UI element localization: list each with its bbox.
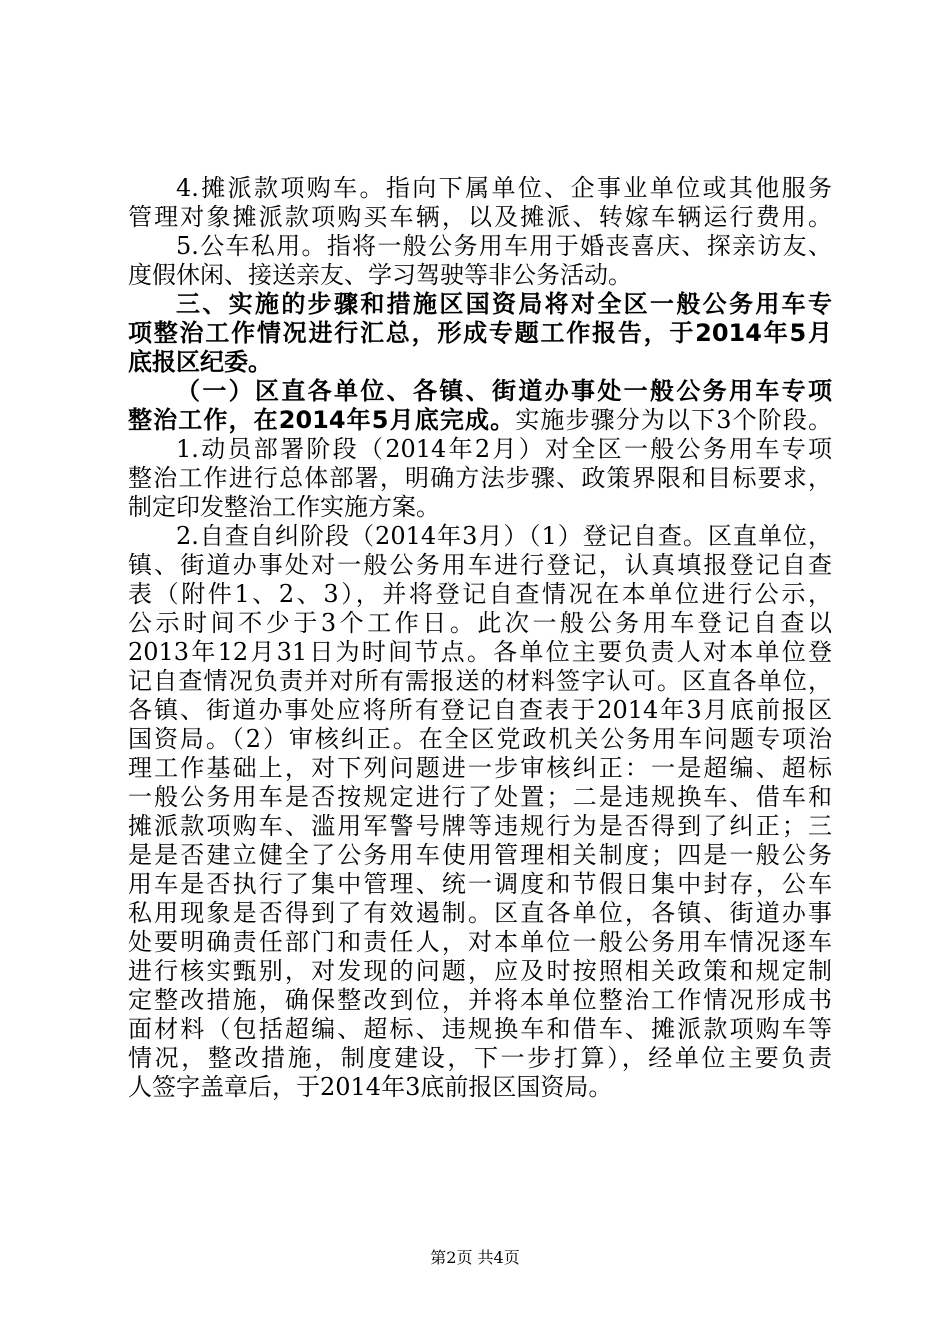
- document-body: [128, 174, 832, 1102]
- text-line: 国资局。（2）审核纠正。在全区党政机关公务用车问题专项治: [128, 725, 832, 753]
- text-line: 2.自查自纠阶段（2014年3月）（1）登记自查。区直单位，: [176, 522, 832, 550]
- text-line: 面材料（包括超编、超标、违规换车和借车、摊派款项购车等: [128, 1015, 832, 1043]
- text-line: 2013年12月31日为时间节点。各单位主要负责人对本单位登: [128, 638, 832, 666]
- text-line: 理工作基础上，对下列问题进一步审核纠正：一是超编、超标: [128, 754, 832, 782]
- text-line: 一般公务用车是否按规定进行了处置；二是违规换车、借车和: [128, 783, 832, 811]
- page-footer: 第2页 共4页: [430, 1248, 520, 1267]
- text-line: 度假休闲、接送亲友、学习驾驶等非公务活动。: [128, 261, 632, 289]
- text-line: 摊派款项购车、滥用军警号牌等违规行为是否得到了纠正；三: [128, 812, 832, 840]
- text-line: 底报区纪委。: [128, 348, 272, 376]
- text-line: 记自查情况负责并对所有需报送的材料签字认可。区直各单位，: [128, 667, 832, 695]
- text-line: 各镇、街道办事处应将所有登记自查表于2014年3月底前报区: [128, 696, 832, 724]
- text-line: 4.摊派款项购车。指向下属单位、企事业单位或其他服务: [176, 174, 832, 202]
- text-line: 人签字盖章后，于2014年3底前报区国资局。: [128, 1073, 613, 1101]
- text-line: 镇、街道办事处对一般公务用车进行登记，认真填报登记自查: [128, 551, 832, 579]
- text-line-rest: 实施步骤分为以下3个阶段。: [515, 406, 832, 434]
- text-line: 定整改措施，确保整改到位，并将本单位整治工作情况形成书: [128, 986, 832, 1014]
- text-line: （一）区直各单位、各镇、街道办事处一般公务用车专项: [176, 377, 832, 405]
- text-line: 5.公车私用。指将一般公务用车用于婚丧喜庆、探亲访友、: [176, 232, 832, 260]
- text-line: 表（附件1、2、3），并将登记自查情况在本单位进行公示，: [128, 580, 832, 608]
- text-line-bold-part: 整治工作，在2014年5月底完成。: [128, 406, 516, 434]
- text-line: [128, 406, 832, 435]
- text-line: 公示时间不少于3个工作日。此次一般公务用车登记自查以: [128, 609, 832, 637]
- text-line: 进行核实甄别，对发现的问题，应及时按照相关政策和规定制: [128, 957, 832, 985]
- text-line: 制定印发整治工作实施方案。: [128, 493, 440, 521]
- text-line: 是是否建立健全了公务用车使用管理相关制度；四是一般公务: [128, 841, 832, 869]
- text-line: 用车是否执行了集中管理、统一调度和节假日集中封存，公车: [128, 870, 832, 898]
- text-line: 处要明确责任部门和责任人，对本单位一般公务用车情况逐车: [128, 928, 832, 956]
- text-line: 私用现象是否得到了有效遏制。区直各单位，各镇、街道办事: [128, 899, 832, 927]
- text-line: 情况，整改措施，制度建设，下一步打算），经单位主要负责: [128, 1044, 832, 1072]
- text-line: 三、实施的步骤和措施区国资局将对全区一般公务用车专: [176, 290, 832, 318]
- text-line: 项整治工作情况进行汇总，形成专题工作报告，于2014年5月: [128, 319, 832, 347]
- text-line: 管理对象摊派款项购买车辆，以及摊派、转嫁车辆运行费用。: [128, 203, 832, 231]
- text-line: 整治工作进行总体部署，明确方法步骤、政策界限和目标要求，: [128, 464, 832, 492]
- text-line: 1.动员部署阶段（2014年2月）对全区一般公务用车专项: [176, 435, 832, 463]
